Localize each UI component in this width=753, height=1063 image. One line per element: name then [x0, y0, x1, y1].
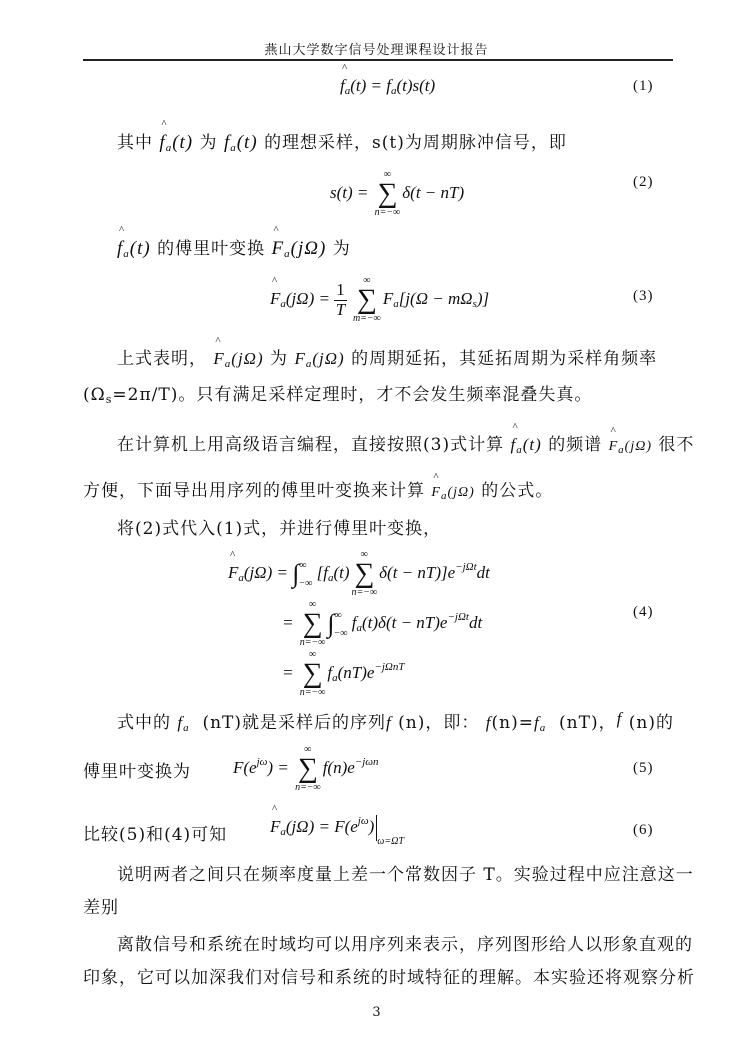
equation-number-2: (2)	[633, 174, 654, 190]
equation-3: ^ $F_a(j\Omega)$ = $\frac{1}{T}$ ∞ ∑ m=−∞ $F_a[j(\Omega - m\Omega_s)]$	[270, 276, 489, 324]
equation-number-6: (6)	[633, 822, 654, 838]
paragraph-9-line-1: 说明两者之间只在频率度量上差一个常数因子 T。实验过程中应注意这一	[117, 865, 694, 885]
paragraph-9-line-2: 差别	[83, 898, 119, 918]
equation-2: s(t) = ∞ ∑ n=−∞ δ(t − nT)	[330, 169, 465, 218]
equation-4-line-2: = ∞ ∑ n=−∞ $\int^\infty_{-\infty}$ $f_a(t)\delta(t - nT)e^{-j\Omega t}dt$	[282, 599, 483, 648]
paragraph-2: ^ $f_a(t)$ 的傅里叶变换 ^ $F_a(j\Omega)$ 为	[117, 234, 351, 260]
paragraph-1: 其中 ^ $f_a(t)$ 为 $f_a(t)$ 的理想采样，s(t)为周期脉冲信号，即	[117, 128, 567, 154]
equation-1: ^ $f_a(t) = f_a(t)s(t)$	[340, 76, 435, 97]
equation-6: ^ $F_a(j\Omega) = F(e^{j\omega})_{\omega=\Omega T}$	[270, 815, 404, 847]
header-rule	[83, 59, 673, 61]
paragraph-4-line-2: 方便，下面导出用序列的傅里叶变换来计算 ^ $F_a(j\Omega)$ 的公式。	[83, 476, 553, 502]
equation-4-line-3: = ∞ ∑ n=−∞ $f_a(nT)e^{-j\Omega nT}$	[282, 649, 405, 698]
paragraph-7: 傅里叶变换为	[83, 762, 191, 782]
page-header: 燕山大学数字信号处理课程设计报告	[264, 43, 489, 58]
equation-number-3: (3)	[633, 288, 654, 304]
page-number: 3	[372, 1005, 381, 1020]
paragraph-10-line-1: 离散信号和系统在时域均可以用序列来表示，序列图形给人以形象直观的	[117, 935, 693, 955]
equation-number-4: (4)	[633, 604, 654, 620]
paragraph-5: 将(2)式代入(1)式，并进行傅里叶变换，	[117, 519, 442, 539]
paragraph-6: 式中的 $f_a$ (nT)就是采样后的序列f (n)，即： $f(n)=f_a$ (nT)，f (n)的	[117, 709, 674, 734]
paragraph-4-line-1: 在计算机上用高级语言编程，直接按照(3)式计算 ^ $f_a(t)$ 的频谱 ^ $F_a(j\Omega)$ 很不	[117, 430, 694, 456]
paragraph-10-line-2: 印象，它可以加深我们对信号和系统的时域特征的理解。本实验还将观察分析	[83, 968, 695, 988]
paragraph-8: 比较(5)和(4)可知	[83, 825, 228, 845]
equation-5: $F(e^{j\omega})$ = ∞ ∑ n=−∞ $f(n)e^{-j\omega n}$	[233, 744, 379, 793]
paragraph-3-line-1: 上式表明， ^ $F_a(j\Omega)$ 为 $F_a(j\Omega)$ 的周期延拓，其延拓周期为采样角频率	[117, 344, 657, 370]
equation-number-5: (5)	[633, 760, 654, 776]
equation-number-1: (1)	[633, 78, 654, 94]
equation-4-line-1: ^ $F_a(j\Omega) = \int^\infty_{-\infty}$ [$f_a(t)$ ∞ ∑ n=−∞ $\delta(t - nT)]e^{-j\Omega t}dt$	[228, 550, 490, 598]
paragraph-3-line-2: $(\Omega_s=2\pi/T)$。只有满足采样定理时，才不会发生频率混叠失真。	[83, 385, 593, 406]
